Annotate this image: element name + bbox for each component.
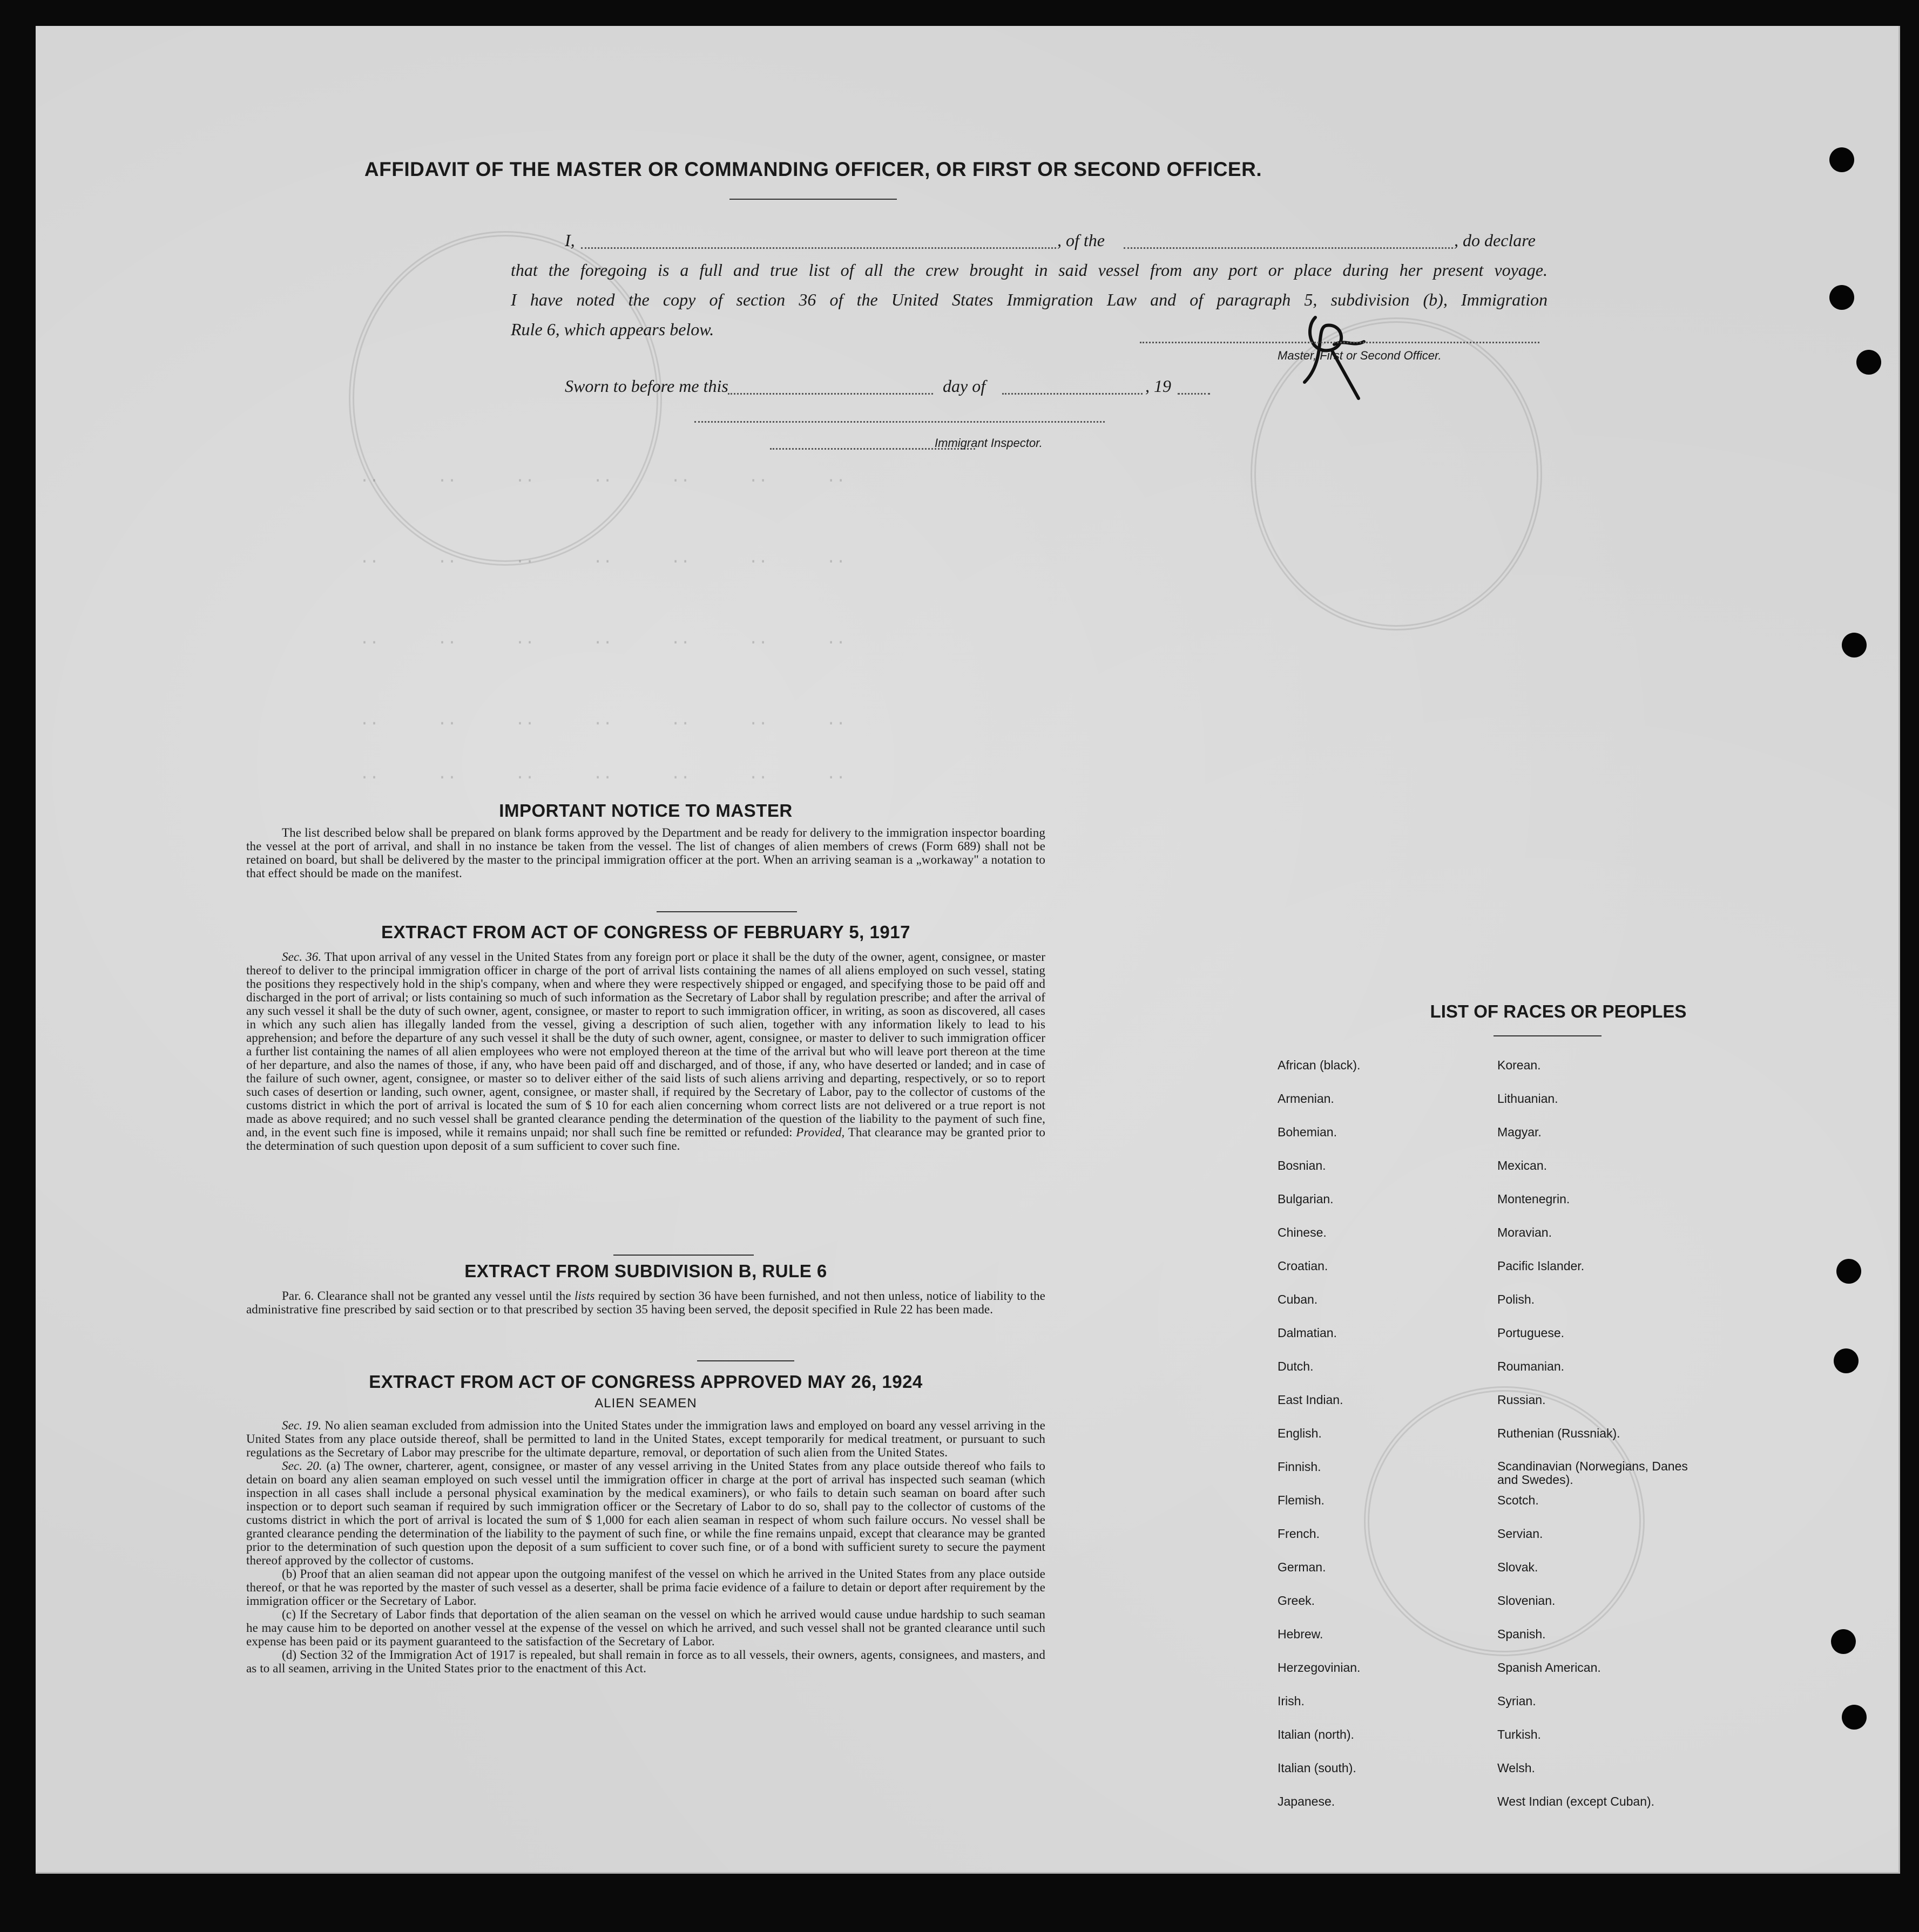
race-item: Bosnian.	[1278, 1158, 1326, 1172]
sec-20c-paragraph: (c) If the Secretary of Labor finds that deportation of the alien seaman on the vessel on which he arrived would cause undue hardship to such seaman he may cause him to be deported on another vessel at the expense of the vessel on which he arrived, and such vessel shall not be granted clearance until such expense has been paid or its payment guaranteed to the satisfaction of the Secretary of Labor.	[246, 1608, 1045, 1648]
inspector-label: Immigrant Inspector.	[935, 436, 1043, 450]
race-item: Pacific Islander.	[1497, 1259, 1585, 1273]
race-item: Cuban.	[1278, 1292, 1318, 1306]
bleed-through-text: .. .. .. .. .. .. ..	[360, 550, 846, 568]
punch-hole	[1829, 147, 1854, 172]
affidavit-title: AFFIDAVIT OF THE MASTER OR COMMANDING OFFICER, OR FIRST OR SECOND OFFICER.	[364, 158, 1262, 180]
race-item: Syrian.	[1497, 1694, 1536, 1708]
race-item: Spanish American.	[1497, 1660, 1601, 1675]
signature-label: Master, First or Second Officer.	[1278, 349, 1442, 362]
act-1924-title: EXTRACT FROM ACT OF CONGRESS APPROVED MAY 26, 1924	[369, 1372, 923, 1392]
sec-20-label: Sec. 20.	[282, 1459, 322, 1473]
vessel-name-field[interactable]	[1124, 247, 1453, 249]
race-item: Slovenian.	[1497, 1594, 1556, 1608]
act-1917-title: EXTRACT FROM ACT OF CONGRESS OF FEBRUARY 5, 1917	[381, 922, 910, 942]
affidavit-body-2: I have noted the copy of section 36 of the United States Immigration Law and of paragraph 5, subdivision (b), Immigration	[511, 290, 1548, 309]
bleed-through-text: .. .. .. .. .. .. ..	[360, 711, 846, 730]
act-1924-subtitle: ALIEN SEAMEN	[594, 1396, 697, 1411]
rule-6-text-b: required by section 36 have been furnished, and not then unless, notice of liability to the administrative fine prescribed by said section or to that prescribed by section 35 having been served, the deposit specified in Rule 22 has been made.	[246, 1289, 1045, 1316]
punch-hole	[1829, 285, 1854, 310]
race-item: Turkish.	[1497, 1727, 1541, 1741]
punch-hole	[1831, 1629, 1856, 1654]
race-item: Roumanian.	[1497, 1359, 1565, 1373]
race-item: Bohemian.	[1278, 1125, 1337, 1139]
title-underline	[729, 199, 897, 200]
sworn-year-field[interactable]	[1178, 393, 1210, 395]
race-item: Slovak.	[1497, 1560, 1538, 1574]
master-name-field[interactable]	[581, 247, 1056, 249]
affidavit-of-the: , of the	[1057, 231, 1105, 250]
act-1917-paragraph	[246, 950, 1045, 1153]
rule-6-paragraph	[246, 1289, 1045, 1316]
punch-hole	[1836, 1259, 1861, 1284]
notice-title: IMPORTANT NOTICE TO MASTER	[499, 801, 793, 821]
sworn-prefix: Sworn to before me this	[565, 376, 728, 396]
punch-hole	[1842, 633, 1867, 657]
act-1917-text	[246, 950, 1045, 1153]
race-item: Dutch.	[1278, 1359, 1314, 1373]
race-item: African (black).	[1278, 1058, 1361, 1072]
race-item: Italian (north).	[1278, 1727, 1354, 1741]
punch-hole	[1856, 350, 1881, 375]
sec-19-paragraph	[246, 1419, 1045, 1459]
act-1924-text	[246, 1419, 1045, 1675]
race-item: Servian.	[1497, 1527, 1543, 1541]
race-item: French.	[1278, 1527, 1320, 1541]
race-item: Japanese.	[1278, 1794, 1335, 1808]
race-item: Magyar.	[1497, 1125, 1542, 1139]
race-item: West Indian (except Cuban).	[1497, 1794, 1655, 1808]
race-item: Lithuanian.	[1497, 1092, 1558, 1106]
sworn-day-field[interactable]	[728, 393, 933, 395]
race-item: Mexican.	[1497, 1158, 1548, 1172]
race-item: Ruthenian (Russniak).	[1497, 1426, 1620, 1440]
affidavit-body-3: Rule 6, which appears below.	[511, 320, 714, 339]
affidavit-i: I,	[565, 231, 575, 250]
punch-hole	[1834, 1348, 1859, 1373]
race-item: German.	[1278, 1560, 1326, 1574]
sec-20d-paragraph: (d) Section 32 of the Immigration Act of 1917 is repealed, but shall remain in force as to all vessels, their owners, agents, consignees, and masters, and as to all seamen, arriving in the United States prior to the enactment of this Act.	[246, 1648, 1045, 1675]
races-underline	[1494, 1035, 1602, 1036]
punch-hole	[1842, 1705, 1867, 1730]
race-item: Russian.	[1497, 1393, 1546, 1407]
race-item: Spanish.	[1497, 1627, 1546, 1641]
race-item: Herzegovinian.	[1278, 1660, 1361, 1675]
sec-20a-text: (a) The owner, charterer, agent, consignee, or master of any vessel arriving in the United States from any place outside thereof who fails to detain on board any alien seaman employed on such vessel until the immigration officer in charge at the port of arrival has inspected such seaman (which inspection in all cases shall include a personal physical examination by the medical examiners), or who fails to detain such seaman on board after such inspection or to deport such seaman if required by such immigration officer or the Secretary of Labor to do so, shall pay to the collector of customs of the customs district in which the port of arrival is located the sum of $ 1,000 for each alien seaman in respect of whom such failure occurs. No vessel shall be granted clearance pending the determination of the liability to the payment of such fine, or while the fine remains unpaid, except that clearance may be granted prior to the determination of such question upon the deposit of a sum sufficient to cover such fine, or of a bond with sufficient surety to secure the payment thereof approved by the collector of customs.	[246, 1459, 1046, 1567]
race-item: Bulgarian.	[1278, 1192, 1334, 1206]
notice-text	[246, 826, 1045, 880]
race-item: Irish.	[1278, 1694, 1305, 1708]
race-item: Chinese.	[1278, 1225, 1327, 1239]
divider	[657, 911, 797, 912]
race-item: Italian (south).	[1278, 1761, 1356, 1775]
race-item: Scandinavian (Norwegians, Danes and Swedes).	[1497, 1459, 1688, 1487]
inspector-signature-field[interactable]	[694, 421, 1105, 423]
proviso-text: That clearance may be granted prior to the determination of such question upon deposit of a sum sufficient to cover such fine.	[246, 1126, 1046, 1153]
race-item: Polish.	[1497, 1292, 1535, 1306]
bleed-through-text: .. .. .. .. .. .. ..	[360, 631, 846, 649]
document-sheet	[36, 26, 1900, 1874]
race-item: Greek.	[1278, 1594, 1315, 1608]
races-title: LIST OF RACES OR PEOPLES	[1430, 1001, 1687, 1021]
race-item: Montenegrin.	[1497, 1192, 1570, 1206]
bleed-through-text: .. .. .. .. .. .. ..	[360, 765, 846, 784]
race-item: Dalmatian.	[1278, 1326, 1337, 1340]
race-item: Croatian.	[1278, 1259, 1328, 1273]
divider	[697, 1360, 794, 1361]
sec-19-text: No alien seaman excluded from admission into the United States under the immigration laws and employed on board any vessel arriving in the United States from any place outside thereof, shall be permitted to land in the United States, except temporarily for medical treatment, or pursuant to such regulations as the Secretary of Labor may prescribe for the ultimate departure, removal, or deportation of such alien from the United States.	[246, 1419, 1045, 1459]
race-item: Welsh.	[1497, 1761, 1535, 1775]
notice-paragraph: The list described below shall be prepared on blank forms approved by the Department and be ready for delivery to the immigration inspector boarding the vessel at the port of arrival, and shall in no instance be taken from the vessel. The list of changes of alien members of crews (Form 689) shall not be retained on board, but shall be delivered by the master to the principal immigration officer at the port. When an arriving seaman is a „workaway" a notation to that effect should be made on the manifest.	[246, 826, 1045, 880]
race-item: East Indian.	[1278, 1393, 1343, 1407]
sec-20b-paragraph: (b) Proof that an alien seaman did not appear upon the outgoing manifest of the vessel on which he arrived in the United States from any place outside thereof, or that he was reported by the master of such vessel as a deserter, shall be prima facie evidence of a failure to detain or deport after requirement by the immigration officer or the Secretary of Labor.	[246, 1567, 1045, 1608]
sec-20a-paragraph	[246, 1459, 1045, 1567]
divider	[613, 1255, 754, 1256]
rule-6-lists: lists	[575, 1289, 595, 1303]
race-item: Korean.	[1497, 1058, 1541, 1072]
sec-36-label: Sec. 36.	[282, 950, 322, 964]
race-item: Flemish.	[1278, 1493, 1325, 1507]
sec-36-text: That upon arrival of any vessel in the United States from any foreign port or place it shall be the duty of the owner, agent, consignee, or master thereof to deliver to the principal immigration officer in charge of the port of arrival lists containing the names of all aliens employed on such vessel, stating the positions they respectively hold in the ship's company, when and where they were respectively shipped or engaged, and specifying those to be paid off and discharged in the port of arrival; or lists containing so much of such information as the Secretary of Labor shall by regulation prescribe; and after the arrival of any such vessel it shall be the duty of such owner, agent, consignee, or master to report to such immigration officer, in writing, as soon as discovered, all cases in which any such alien has illegally landed from the vessel, giving a description of such alien, together with any information likely to lead to his apprehension; and before the departure of any such vessel it shall be the duty of such owner, agent, consignee, or master to deliver to such immigration officer a further list containing the names of all alien employees who were not employed thereon at the time of the arrival but who will leave port thereon at the time of her departure, and also the names of those, if any, who have been paid off and discharged, and of those, if any, who have deserted or landed; and in case of the failure of such owner, agent, consignee, or master so to deliver either of the said lists of such aliens arriving and departing, respectively, or so to report such cases of desertion or landing, such owner, agent, consignee, or master shall, if required by the Secretary of Labor, pay to the collector of customs of the customs district in which the port of arrival is located the sum of $ 10 for each alien concerning whom correct lists are not delivered or a true report is not made as above required; and no such vessel shall be granted clearance pending the determination of the question of the liability to the payment of such fine, and, in the event such fine is imposed, while it remains unpaid; nor shall such fine be remitted or refunded:	[246, 950, 1045, 1139]
race-item: English.	[1278, 1426, 1322, 1440]
race-item: Moravian.	[1497, 1225, 1552, 1239]
affidavit-body-1: that the foregoing is a full and true list of all the crew brought in said vessel from any port or place during her present voyage.	[511, 260, 1548, 280]
proviso-label: Provided,	[796, 1126, 845, 1139]
sec-19-label: Sec. 19.	[282, 1419, 322, 1432]
rule-6-text-a: Par. 6. Clearance shall not be granted any vessel until the	[282, 1289, 571, 1303]
rule-6-title: EXTRACT FROM SUBDIVISION B, RULE 6	[464, 1261, 827, 1281]
rule-6-text	[246, 1289, 1045, 1316]
sworn-month-field[interactable]	[1002, 393, 1143, 395]
race-item: Finnish.	[1278, 1460, 1321, 1474]
race-item: Hebrew.	[1278, 1627, 1323, 1641]
race-item: Portuguese.	[1497, 1326, 1565, 1340]
race-item: Armenian.	[1278, 1092, 1334, 1106]
signature-field[interactable]	[1140, 342, 1539, 343]
affidavit-do-declare: , do declare	[1454, 231, 1536, 250]
bleed-through-text: .. .. .. .. .. .. ..	[360, 469, 846, 487]
sworn-year-prefix: , 19	[1145, 376, 1171, 396]
sworn-day-of: day of	[943, 376, 986, 396]
race-item: Scotch.	[1497, 1493, 1539, 1507]
affidavit-line-1	[565, 226, 1548, 255]
